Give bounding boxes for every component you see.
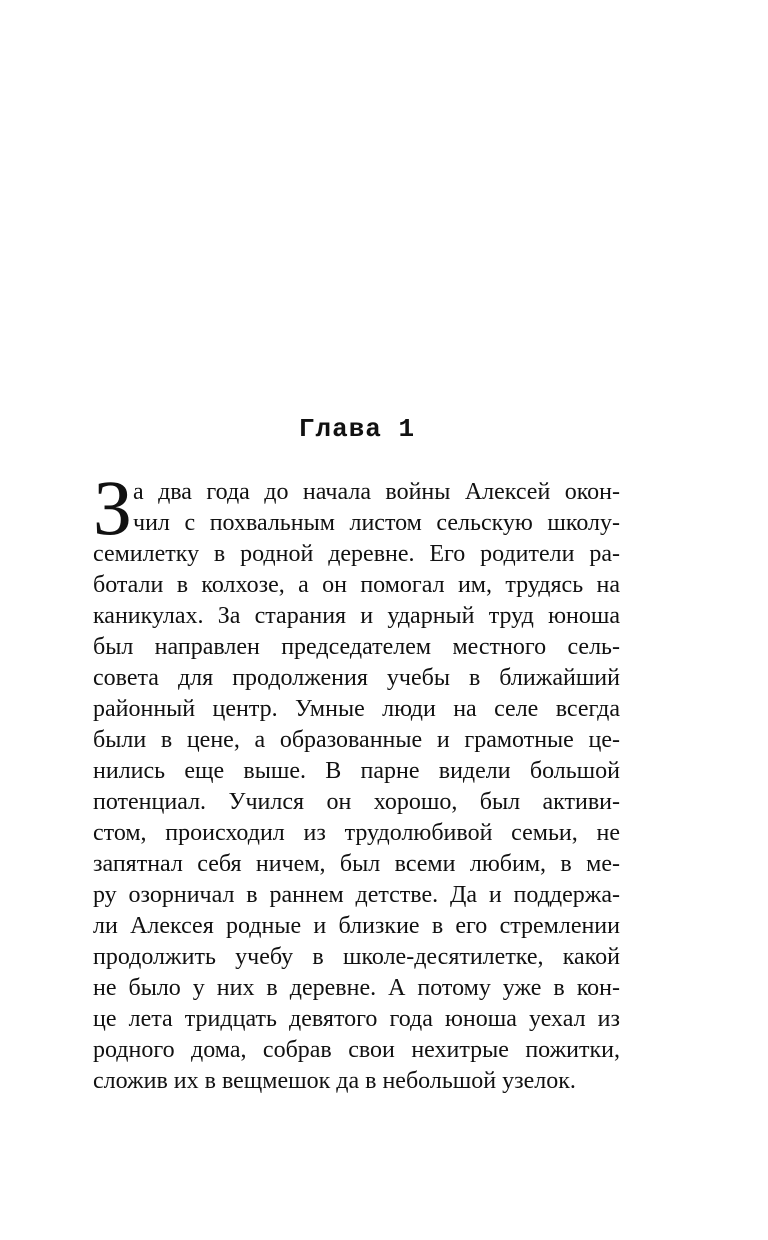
- text-line: был направлен председателем местного сель-: [93, 634, 620, 660]
- text-line: не было у них в деревне. А потому уже в кон-: [93, 975, 620, 1001]
- text-line: запятнал себя ничем, был всеми любим, в ме-: [93, 851, 620, 877]
- chapter-title: Глава 1: [298, 414, 416, 444]
- text-line: продолжить учебу в школе-десятилетке, какой: [93, 944, 620, 970]
- text-line: це лета тридцать девятого года юноша уехал из: [93, 1006, 620, 1032]
- chapter-body: [93, 464, 620, 1097]
- text-line: родного дома, собрав свои нехитрые пожитки,: [93, 1037, 620, 1063]
- text-line: а два года до начала войны Алексей окон-: [133, 479, 620, 505]
- text-line: нились еще выше. В парне видели большой: [93, 758, 620, 784]
- text-line: потенциал. Учился он хорошо, был активи-: [93, 789, 620, 815]
- text-line: семилетку в родной деревне. Его родители ра-: [93, 541, 620, 567]
- text-line: ботали в колхозе, а он помогал им, трудясь на: [93, 572, 620, 598]
- drop-cap: З: [93, 464, 133, 551]
- text-line: ли Алексея родные и близкие в его стремлении: [93, 913, 620, 939]
- text-line: совета для продолжения учебы в ближайший: [93, 665, 620, 691]
- text-line: районный центр. Умные люди на селе всегда: [93, 696, 620, 722]
- text-line: ру озорничал в раннем детстве. Да и поддержа-: [93, 882, 620, 908]
- text-line: стом, происходил из трудолюбивой семьи, не: [93, 820, 620, 846]
- text-line: чил с похвальным листом сельскую школу-: [133, 510, 620, 536]
- text-line: были в цене, а образованные и грамотные це-: [93, 727, 620, 753]
- text-line: сложив их в вещмешок да в небольшой узелок.: [93, 1068, 576, 1094]
- text-line: каникулах. За старания и ударный труд юноша: [93, 603, 620, 629]
